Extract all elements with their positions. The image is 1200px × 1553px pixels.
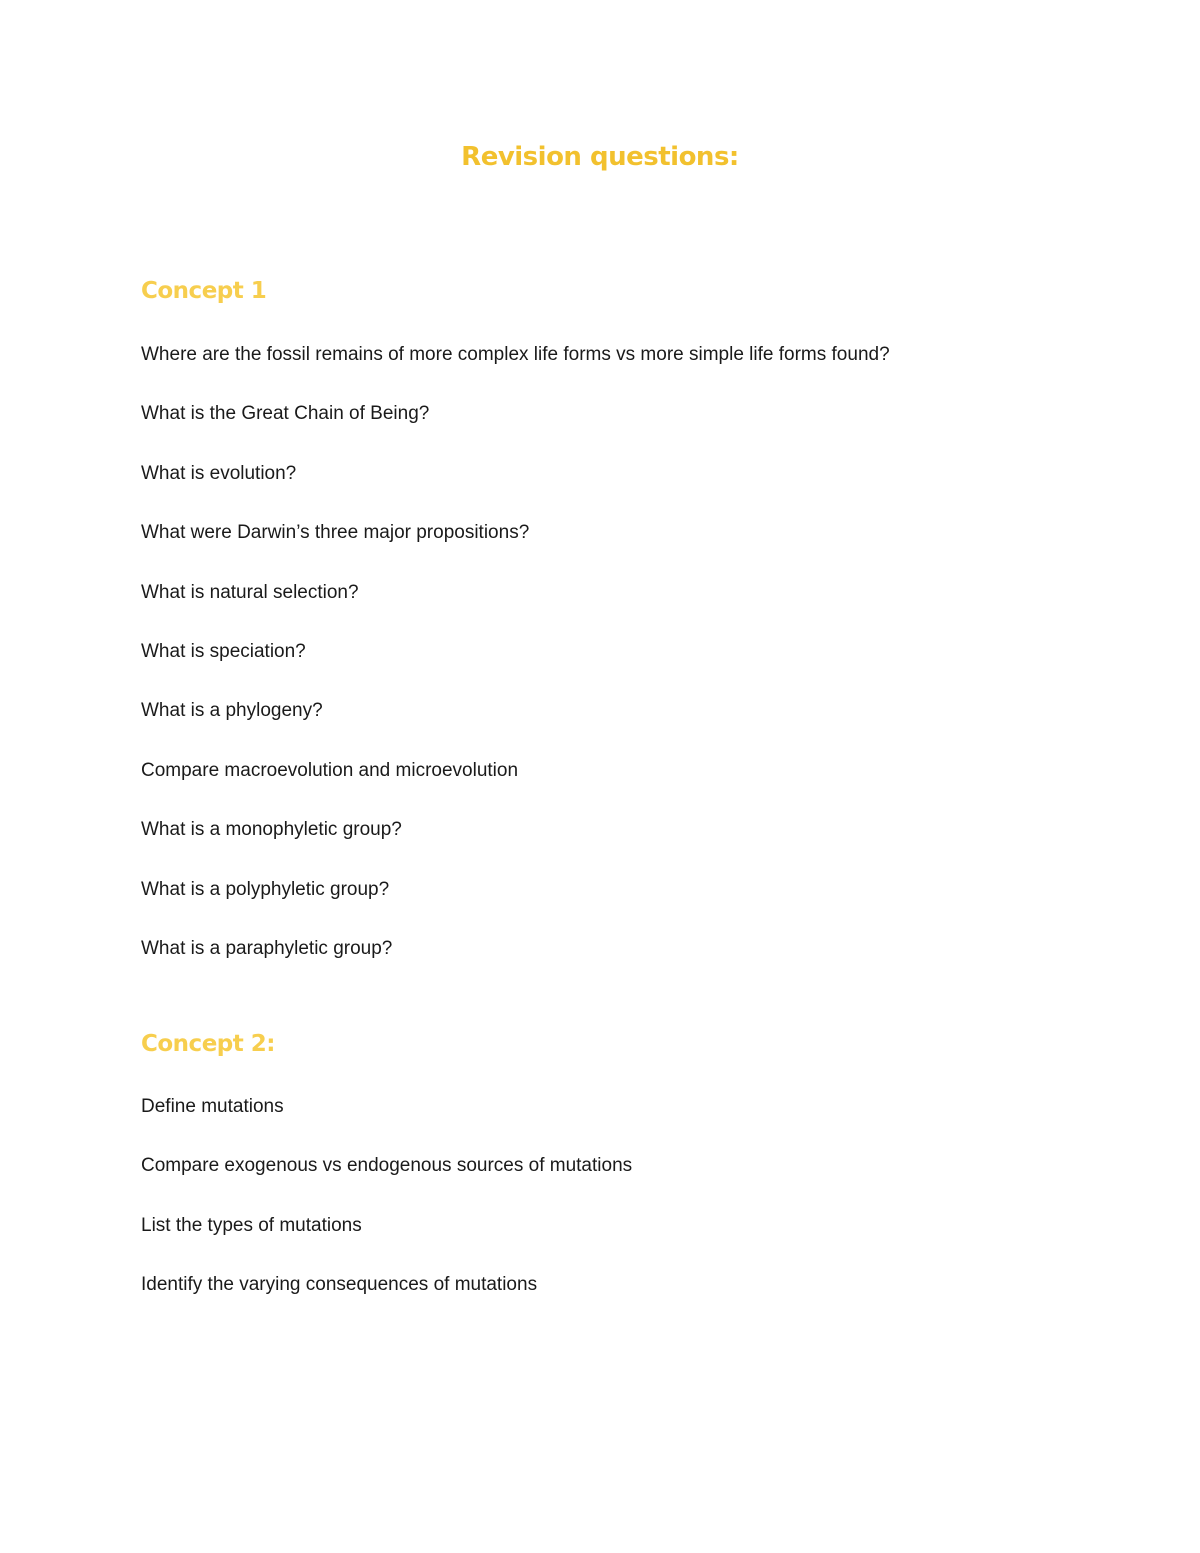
question-item: What were Darwin’s three major propositions? — [141, 522, 530, 544]
question-item: What is a paraphyletic group? — [141, 937, 393, 959]
question-item: Where are the fossil remains of more complex life forms vs more simple life forms found? — [141, 344, 890, 365]
question-item: What is a polyphyletic group? — [141, 878, 390, 900]
question-list-concept-2 — [141, 1096, 632, 1296]
question-item: What is speciation? — [141, 640, 306, 662]
question-item: What is natural selection? — [141, 581, 359, 603]
question-item: List the types of mutations — [141, 1214, 362, 1236]
section-heading-concept-1: Concept 1 — [141, 278, 267, 304]
section-heading-concept-2: Concept 2: — [141, 1031, 275, 1057]
question-item: What is evolution? — [141, 462, 297, 484]
question-list-concept-1 — [141, 344, 890, 960]
question-item: Identify the varying consequences of mutations — [141, 1274, 538, 1296]
question-item: Compare exogenous vs endogenous sources of mutations — [141, 1155, 633, 1177]
question-item: What is the Great Chain of Being? — [141, 403, 430, 425]
question-item: Define mutations — [141, 1096, 284, 1117]
question-item: Compare macroevolution and microevolution — [141, 759, 519, 781]
question-item: What is a phylogeny? — [141, 700, 323, 722]
question-item: What is a monophyletic group? — [141, 819, 402, 841]
page-title: Revision questions: — [461, 142, 739, 172]
